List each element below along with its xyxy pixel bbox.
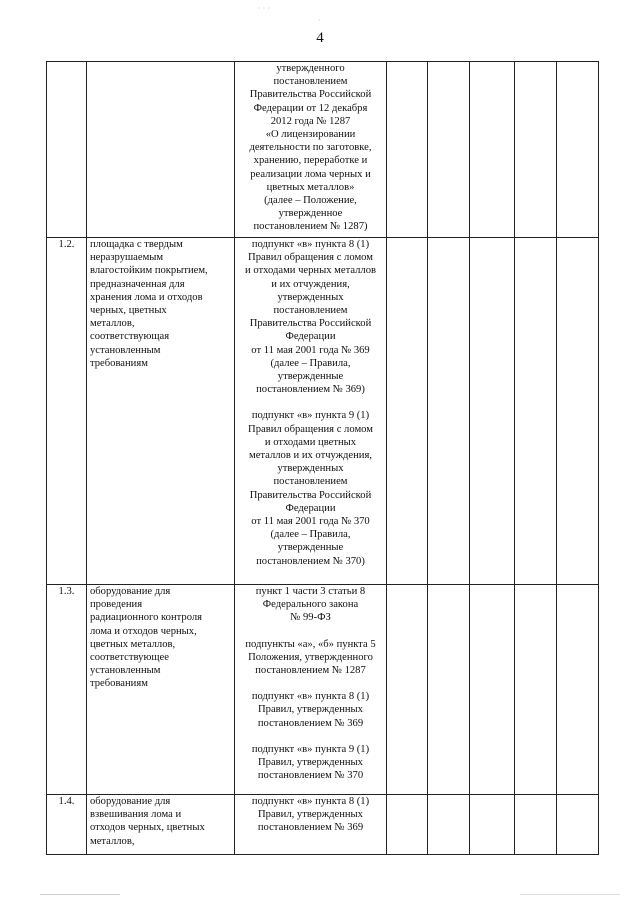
requirement-cell bbox=[87, 62, 235, 238]
table-row bbox=[47, 62, 599, 238]
legal-reference-line: № 99-ФЗ bbox=[290, 612, 331, 624]
legal-reference-line: и их отчуждения, bbox=[271, 278, 350, 290]
empty-answer-cell bbox=[557, 238, 599, 585]
scan-artifact bbox=[520, 894, 620, 895]
legal-reference-line: подпункт «в» пункта 9 (1) bbox=[251, 410, 370, 422]
requirement-text-line: неразрушаемым bbox=[90, 252, 164, 264]
scan-speck: · bbox=[318, 16, 321, 25]
legal-reference-line: от 11 мая 2001 года № 370 bbox=[251, 516, 370, 528]
legal-reference-cell bbox=[235, 585, 387, 795]
row-number: 1.4. bbox=[47, 795, 87, 855]
legal-reference-line: утвержденное bbox=[278, 208, 343, 220]
requirement-text-line: хранения лома и отходов bbox=[90, 291, 203, 303]
legal-reference-line: (далее – Правила, bbox=[270, 357, 351, 369]
requirement-text-line: цветных металлов, bbox=[90, 638, 176, 650]
empty-answer-cell bbox=[515, 62, 557, 238]
legal-reference-line: утвержденные bbox=[277, 371, 344, 383]
legal-reference-line: Правил, утвержденных bbox=[258, 704, 363, 716]
requirement-text-line: отходов черных, цветных bbox=[90, 822, 205, 834]
requirement-text-line: требованиям bbox=[90, 678, 148, 690]
legal-reference-cell bbox=[235, 795, 387, 855]
empty-answer-cell bbox=[387, 238, 428, 585]
paragraph-gap bbox=[238, 677, 383, 690]
empty-answer-cell bbox=[387, 62, 428, 238]
legal-reference-cell bbox=[235, 62, 387, 238]
legal-reference-line: подпункты «а», «б» пункта 5 bbox=[245, 638, 376, 650]
requirement-text-line: проведения bbox=[90, 599, 143, 611]
legal-reference-line: деятельности по заготовке, bbox=[249, 142, 372, 154]
legal-reference-line: подпункт «в» пункта 8 (1) bbox=[251, 796, 370, 807]
legal-reference-line: Правил обращения с ломом bbox=[248, 423, 373, 435]
requirement-text-line: оборудование для bbox=[90, 586, 171, 597]
page-number: 4 bbox=[316, 30, 324, 46]
legal-reference-line: хранению, переработке и bbox=[253, 155, 368, 167]
legal-reference-line: 2012 года № 1287 bbox=[270, 115, 351, 127]
legal-reference-line: постановлением № 1287 bbox=[255, 665, 366, 677]
requirement-text-line: установленным bbox=[90, 665, 161, 677]
empty-answer-cell bbox=[428, 62, 470, 238]
table-row bbox=[47, 585, 599, 795]
legal-reference-line: Правил обращения с ломом bbox=[248, 252, 373, 264]
legal-reference-line: подпункт «в» пункта 8 (1) bbox=[251, 239, 370, 250]
empty-answer-cell bbox=[428, 795, 470, 855]
requirement-text-line: соответствующая bbox=[90, 331, 170, 343]
empty-answer-cell bbox=[515, 795, 557, 855]
paragraph-gap bbox=[238, 625, 383, 638]
empty-answer-cell bbox=[557, 62, 599, 238]
table-body bbox=[47, 62, 599, 855]
requirement-text-line: площадка с твердым bbox=[90, 239, 183, 250]
empty-answer-cell bbox=[557, 795, 599, 855]
legal-reference-line: «О лицензировании bbox=[265, 129, 356, 141]
requirement-text-line: металлов, bbox=[90, 318, 135, 330]
legal-reference-line: (далее – Правила, bbox=[270, 529, 351, 541]
requirement-text-line: соответствующее bbox=[90, 652, 169, 664]
requirement-text-line: установленным bbox=[90, 344, 161, 356]
legal-reference-line: постановлением bbox=[273, 305, 348, 317]
paragraph-gap bbox=[238, 730, 383, 743]
legal-reference-line: Федерации bbox=[285, 502, 336, 514]
legal-reference-line: постановлением bbox=[273, 476, 348, 488]
legal-reference-line: цветных металлов» bbox=[266, 181, 355, 193]
scan-speck: · · · bbox=[258, 4, 270, 13]
empty-answer-cell bbox=[557, 585, 599, 795]
requirement-text-line: черных, цветных bbox=[90, 305, 167, 317]
requirement-text-line: предназначенная для bbox=[90, 278, 185, 290]
empty-answer-cell bbox=[470, 585, 515, 795]
requirement-text-line: радиационного контроля bbox=[90, 612, 203, 624]
requirement-text-line: влагостойким покрытием, bbox=[90, 265, 208, 277]
requirement-cell bbox=[87, 795, 235, 855]
legal-reference-line: от 11 мая 2001 года № 369 bbox=[251, 344, 370, 356]
requirement-cell bbox=[87, 238, 235, 585]
legal-reference-line: утвержденного bbox=[276, 63, 345, 74]
empty-answer-cell bbox=[515, 238, 557, 585]
legal-reference-line: Правил, утвержденных bbox=[258, 809, 363, 821]
legal-reference-line: Федерации bbox=[285, 331, 336, 343]
legal-reference-line: постановлением № 369) bbox=[256, 384, 365, 396]
legal-reference-line: подпункт «в» пункта 9 (1) bbox=[251, 743, 370, 755]
empty-answer-cell bbox=[470, 238, 515, 585]
legal-reference-line: утвержденных bbox=[277, 463, 344, 475]
legal-reference-line: Федерации от 12 декабря bbox=[253, 102, 368, 114]
legal-reference-line: постановлением № 369 bbox=[257, 822, 364, 834]
legal-reference-cell bbox=[235, 238, 387, 585]
row-number: 1.3. bbox=[47, 585, 87, 795]
legal-reference-line: Правительства Российской bbox=[249, 489, 372, 501]
legal-reference-line: металлов и их отчуждения, bbox=[249, 450, 372, 462]
legal-reference-line: (далее – Положение, bbox=[264, 195, 357, 207]
legal-reference-line: утвержденных bbox=[277, 291, 344, 303]
requirement-text-line: требованиям bbox=[90, 357, 148, 369]
table-row bbox=[47, 795, 599, 855]
legal-reference-line: Правительства Российской bbox=[249, 318, 372, 330]
legal-reference-line: пункт 1 части 3 статьи 8 bbox=[255, 586, 366, 597]
empty-answer-cell bbox=[428, 585, 470, 795]
row-number bbox=[47, 62, 87, 238]
requirement-text-line: взвешивания лома и bbox=[90, 809, 182, 821]
requirement-cell bbox=[87, 585, 235, 795]
legal-reference-line: постановлением № 369 bbox=[257, 717, 364, 729]
legal-reference-line: постановлением bbox=[273, 76, 348, 88]
legal-reference-line: Положения, утвержденного bbox=[248, 651, 373, 663]
requirement-text-line: лома и отходов черных, bbox=[90, 625, 197, 637]
paragraph-gap bbox=[238, 396, 383, 409]
requirement-text-line: металлов, bbox=[90, 835, 135, 847]
empty-answer-cell bbox=[470, 62, 515, 238]
empty-answer-cell bbox=[387, 585, 428, 795]
row-number: 1.2. bbox=[47, 238, 87, 585]
requirements-table bbox=[46, 61, 599, 855]
legal-reference-line: Правительства Российской bbox=[249, 89, 372, 101]
legal-reference-line: подпункт «в» пункта 8 (1) bbox=[251, 691, 370, 703]
legal-reference-line: утвержденные bbox=[277, 542, 344, 554]
legal-reference-line: и отходами черных металлов bbox=[245, 265, 376, 277]
requirement-text-line: оборудование для bbox=[90, 796, 171, 807]
scan-artifact bbox=[40, 894, 120, 895]
legal-reference-line: Федерального закона bbox=[262, 599, 359, 611]
legal-reference-line: реализации лома черных и bbox=[250, 168, 371, 180]
legal-reference-line: постановлением № 370 bbox=[257, 770, 364, 782]
table-row bbox=[47, 238, 599, 585]
legal-reference-line: Правил, утвержденных bbox=[258, 757, 363, 769]
empty-answer-cell bbox=[387, 795, 428, 855]
legal-reference-line: постановлением № 1287) bbox=[253, 221, 368, 233]
empty-answer-cell bbox=[428, 238, 470, 585]
legal-reference-line: постановлением № 370) bbox=[256, 555, 365, 567]
empty-answer-cell bbox=[515, 585, 557, 795]
legal-reference-line: и отходами цветных bbox=[264, 436, 357, 448]
empty-answer-cell bbox=[470, 795, 515, 855]
